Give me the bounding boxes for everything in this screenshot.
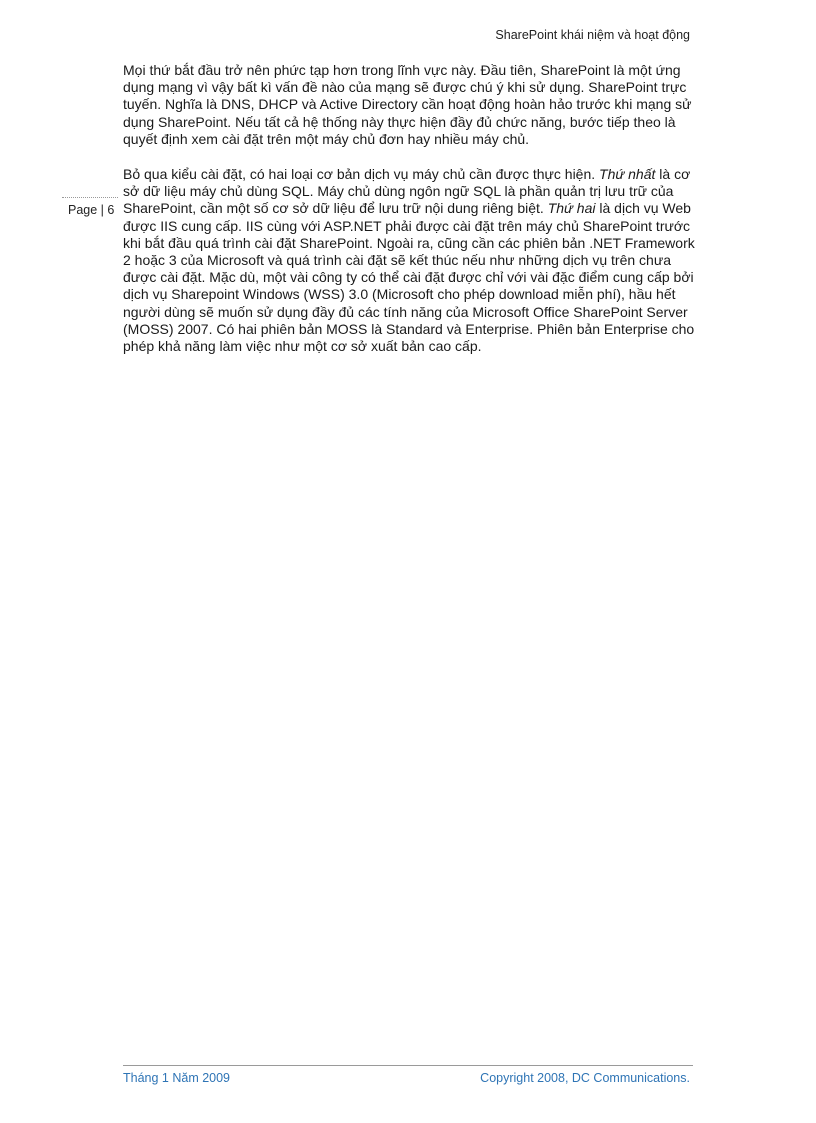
page-number-rule	[62, 197, 118, 198]
paragraph-2-emphasis-2: Thứ hai	[547, 200, 596, 217]
footer-rule	[123, 1065, 693, 1066]
footer-date: Tháng 1 Năm 2009	[123, 1071, 231, 1085]
paragraph-1: Mọi thứ bắt đầu trở nên phức tạp hơn trong lĩnh vực này. Đầu tiên, SharePoint là một ứng dụng mạng vì vậy bất kì vấn đề nào của mạng sẽ được chú ý khi sử dụng. SharePoint trực tuyến. Nghĩa là DNS, DHCP và Active Directory cần hoạt động hoàn hảo trước khi mạng sử dụng SharePoint. Nếu tất cả hệ thống này thực hiện đầy đủ chức năng, bước tiếp theo là quyết định xem cài đặt trên một máy chủ đơn hay nhiều máy chủ.	[123, 62, 692, 147]
footer-copyright: Copyright 2008, DC Communications.	[480, 1071, 690, 1085]
paragraph-2-emphasis-1: Thứ nhất	[599, 166, 656, 183]
paragraph-2-part-3: là dịch vụ Web được IIS cung cấp. IIS cùng với ASP.NET phải được cài đặt trên máy chủ SharePoint trước khi bắt đầu quá trình cài đặt SharePoint. Ngoài ra, cũng cần các phiên bản .NET Framework 2 hoặc 3 của Microsoft và quá trình cài đặt sẽ kết thúc nếu như những dịch vụ trên chưa được cài đặt. Mặc dù, một vài công ty có thể cài đặt được chỉ với vài đặc điểm cung cấp bởi dịch vụ Sharepoint Windows (WSS) 3.0 (Microsoft cho phép download miễn phí), hầu hết người dùng sẽ muốn sử dụng đầy đủ các tính năng của Microsoft Office SharePoint Server (MOSS) 2007. Có hai phiên bản MOSS là Standard và Enterprise. Phiên bản Enterprise cho phép khả năng làm việc như một cơ sở xuất bản cao cấp.	[123, 200, 695, 355]
body-content	[123, 62, 698, 373]
header-title: SharePoint khái niệm và hoạt động	[495, 28, 690, 42]
paragraph-2	[123, 166, 698, 355]
paragraph-2-part-1: Bỏ qua kiểu cài đặt, có hai loại cơ bản dịch vụ máy chủ cần được thực hiện.	[123, 166, 600, 183]
page-number-label: Page | 6	[68, 203, 115, 217]
paragraph-2-part-2: là cơ sở dữ liệu máy chủ dùng SQL. Máy chủ dùng ngôn ngữ SQL là phần quản trị lưu trữ của SharePoint, cần một số cơ sở dữ liệu để lưu trữ nội dung riêng biệt.	[123, 166, 691, 217]
